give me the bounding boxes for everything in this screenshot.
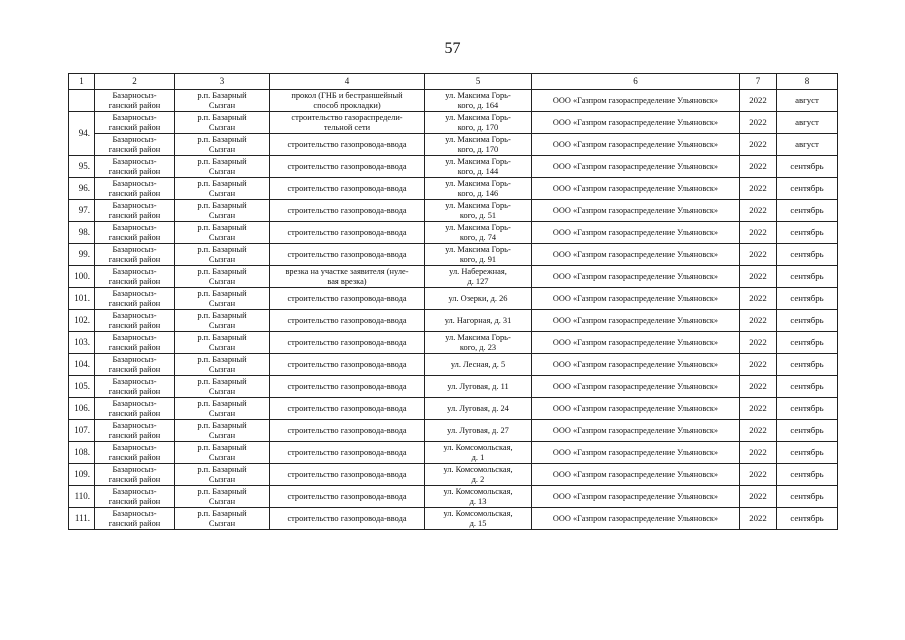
year-cell: 2022 xyxy=(740,178,777,200)
row-number-cell xyxy=(69,90,95,112)
row-number-cell: 109. xyxy=(69,464,95,486)
header-cell-8: 8 xyxy=(777,74,838,90)
table-row xyxy=(69,244,838,266)
organization-cell: ООО «Газпром газораспределение Ульяновск» xyxy=(532,398,740,420)
address-cell: ул. Комсомольская, д. 1 xyxy=(425,442,532,464)
row-number-cell: 95. xyxy=(69,156,95,178)
table-row xyxy=(69,464,838,486)
locality-cell: р.п. Базарный Сызган xyxy=(175,486,270,508)
locality-cell: р.п. Базарный Сызган xyxy=(175,508,270,530)
address-cell: ул. Луговая, д. 11 xyxy=(425,376,532,398)
district-cell: Базарносыз- ганский район xyxy=(95,398,175,420)
work-type-cell: прокол (ГНБ и бестраншейный способ прокладки) xyxy=(270,90,425,112)
locality-cell: р.п. Базарный Сызган xyxy=(175,310,270,332)
table-row xyxy=(69,508,838,530)
month-cell: сентябрь xyxy=(777,442,838,464)
organization-cell: ООО «Газпром газораспределение Ульяновск» xyxy=(532,486,740,508)
district-cell: Базарносыз- ганский район xyxy=(95,288,175,310)
table-row xyxy=(69,354,838,376)
year-cell: 2022 xyxy=(740,288,777,310)
year-cell: 2022 xyxy=(740,332,777,354)
year-cell: 2022 xyxy=(740,90,777,112)
table-row xyxy=(69,178,838,200)
organization-cell: ООО «Газпром газораспределение Ульяновск» xyxy=(532,200,740,222)
month-cell: сентябрь xyxy=(777,288,838,310)
district-cell: Базарносыз- ганский район xyxy=(95,420,175,442)
organization-cell: ООО «Газпром газораспределение Ульяновск» xyxy=(532,508,740,530)
district-cell: Базарносыз- ганский район xyxy=(95,486,175,508)
locality-cell: р.п. Базарный Сызган xyxy=(175,376,270,398)
locality-cell: р.п. Базарный Сызган xyxy=(175,332,270,354)
organization-cell: ООО «Газпром газораспределение Ульяновск» xyxy=(532,244,740,266)
work-type-cell: строительство газопровода-ввода xyxy=(270,486,425,508)
year-cell: 2022 xyxy=(740,156,777,178)
year-cell: 2022 xyxy=(740,310,777,332)
table-row xyxy=(69,112,838,134)
district-cell: Базарносыз- ганский район xyxy=(95,156,175,178)
year-cell: 2022 xyxy=(740,134,777,156)
row-number-cell: 98. xyxy=(69,222,95,244)
locality-cell: р.п. Базарный Сызган xyxy=(175,354,270,376)
row-number-cell: 102. xyxy=(69,310,95,332)
header-cell-3: 3 xyxy=(175,74,270,90)
year-cell: 2022 xyxy=(740,222,777,244)
district-cell: Базарносыз- ганский район xyxy=(95,178,175,200)
row-number-cell: 99. xyxy=(69,244,95,266)
table-row xyxy=(69,486,838,508)
district-cell: Базарносыз- ганский район xyxy=(95,222,175,244)
table-row xyxy=(69,90,838,112)
month-cell: сентябрь xyxy=(777,508,838,530)
locality-cell: р.п. Базарный Сызган xyxy=(175,112,270,134)
work-type-cell: строительство газопровода-ввода xyxy=(270,376,425,398)
row-number-cell: 103. xyxy=(69,332,95,354)
address-cell: ул. Максима Горь- кого, д. 170 xyxy=(425,134,532,156)
locality-cell: р.п. Базарный Сызган xyxy=(175,244,270,266)
year-cell: 2022 xyxy=(740,442,777,464)
header-cell-2: 2 xyxy=(95,74,175,90)
table-row xyxy=(69,332,838,354)
year-cell: 2022 xyxy=(740,398,777,420)
work-type-cell: строительство газопровода-ввода xyxy=(270,508,425,530)
row-number-cell: 111. xyxy=(69,508,95,530)
year-cell: 2022 xyxy=(740,376,777,398)
locality-cell: р.п. Базарный Сызган xyxy=(175,90,270,112)
organization-cell: ООО «Газпром газораспределение Ульяновск» xyxy=(532,222,740,244)
organization-cell: ООО «Газпром газораспределение Ульяновск» xyxy=(532,376,740,398)
district-cell: Базарносыз- ганский район xyxy=(95,442,175,464)
month-cell: сентябрь xyxy=(777,244,838,266)
address-cell: ул. Луговая, д. 24 xyxy=(425,398,532,420)
row-number-cell: 107. xyxy=(69,420,95,442)
year-cell: 2022 xyxy=(740,200,777,222)
organization-cell: ООО «Газпром газораспределение Ульяновск» xyxy=(532,354,740,376)
month-cell: сентябрь xyxy=(777,222,838,244)
year-cell: 2022 xyxy=(740,112,777,134)
organization-cell: ООО «Газпром газораспределение Ульяновск» xyxy=(532,332,740,354)
page-number: 57 xyxy=(444,40,461,57)
work-type-cell: строительство газопровода-ввода xyxy=(270,332,425,354)
year-cell: 2022 xyxy=(740,244,777,266)
table-row xyxy=(69,310,838,332)
organization-cell: ООО «Газпром газораспределение Ульяновск» xyxy=(532,464,740,486)
row-number-cell: 94. xyxy=(69,112,95,156)
month-cell: сентябрь xyxy=(777,200,838,222)
work-type-cell: строительство газопровода-ввода xyxy=(270,310,425,332)
locality-cell: р.п. Базарный Сызган xyxy=(175,134,270,156)
table-row xyxy=(69,442,838,464)
locality-cell: р.п. Базарный Сызган xyxy=(175,288,270,310)
organization-cell: ООО «Газпром газораспределение Ульяновск» xyxy=(532,442,740,464)
header-cell-7: 7 xyxy=(740,74,777,90)
address-cell: ул. Максима Горь- кого, д. 170 xyxy=(425,112,532,134)
district-cell: Базарносыз- ганский район xyxy=(95,354,175,376)
row-number-cell: 100. xyxy=(69,266,95,288)
locality-cell: р.п. Базарный Сызган xyxy=(175,156,270,178)
month-cell: сентябрь xyxy=(777,398,838,420)
organization-cell: ООО «Газпром газораспределение Ульяновск» xyxy=(532,112,740,134)
address-cell: ул. Луговая, д. 27 xyxy=(425,420,532,442)
address-cell: ул. Озерки, д. 26 xyxy=(425,288,532,310)
month-cell: сентябрь xyxy=(777,464,838,486)
organization-cell: ООО «Газпром газораспределение Ульяновск» xyxy=(532,288,740,310)
row-number-cell: 97. xyxy=(69,200,95,222)
work-type-cell: строительство газопровода-ввода xyxy=(270,178,425,200)
address-cell: ул. Максима Горь- кого, д. 146 xyxy=(425,178,532,200)
district-cell: Базарносыз- ганский район xyxy=(95,244,175,266)
month-cell: сентябрь xyxy=(777,266,838,288)
month-cell: сентябрь xyxy=(777,156,838,178)
work-type-cell: строительство газопровода-ввода xyxy=(270,244,425,266)
year-cell: 2022 xyxy=(740,420,777,442)
district-cell: Базарносыз- ганский район xyxy=(95,112,175,134)
row-number-cell: 110. xyxy=(69,486,95,508)
organization-cell: ООО «Газпром газораспределение Ульяновск» xyxy=(532,266,740,288)
row-number-cell: 96. xyxy=(69,178,95,200)
address-cell: ул. Комсомольская, д. 15 xyxy=(425,508,532,530)
month-cell: сентябрь xyxy=(777,178,838,200)
organization-cell: ООО «Газпром газораспределение Ульяновск» xyxy=(532,310,740,332)
locality-cell: р.п. Базарный Сызган xyxy=(175,420,270,442)
work-type-cell: строительство газопровода-ввода xyxy=(270,156,425,178)
work-type-cell: строительство газораспредели- тельной сети xyxy=(270,112,425,134)
month-cell: сентябрь xyxy=(777,420,838,442)
address-cell: ул. Максима Горь- кого, д. 51 xyxy=(425,200,532,222)
organization-cell: ООО «Газпром газораспределение Ульяновск» xyxy=(532,90,740,112)
locality-cell: р.п. Базарный Сызган xyxy=(175,442,270,464)
table-row xyxy=(69,134,838,156)
header-cell-5: 5 xyxy=(425,74,532,90)
table-row xyxy=(69,200,838,222)
district-cell: Базарносыз- ганский район xyxy=(95,310,175,332)
table-row xyxy=(69,222,838,244)
address-cell: ул. Максима Горь- кого, д. 74 xyxy=(425,222,532,244)
locality-cell: р.п. Базарный Сызган xyxy=(175,266,270,288)
row-number-cell: 105. xyxy=(69,376,95,398)
district-cell: Базарносыз- ганский район xyxy=(95,376,175,398)
month-cell: сентябрь xyxy=(777,486,838,508)
locality-cell: р.п. Базарный Сызган xyxy=(175,222,270,244)
row-number-cell: 106. xyxy=(69,398,95,420)
work-type-cell: строительство газопровода-ввода xyxy=(270,200,425,222)
locality-cell: р.п. Базарный Сызган xyxy=(175,178,270,200)
district-cell: Базарносыз- ганский район xyxy=(95,332,175,354)
organization-cell: ООО «Газпром газораспределение Ульяновск» xyxy=(532,178,740,200)
row-number-cell: 108. xyxy=(69,442,95,464)
table-row xyxy=(69,288,838,310)
schedule-table xyxy=(68,73,838,530)
table-row xyxy=(69,266,838,288)
district-cell: Базарносыз- ганский район xyxy=(95,90,175,112)
address-cell: ул. Максима Горь- кого, д. 23 xyxy=(425,332,532,354)
work-type-cell: строительство газопровода-ввода xyxy=(270,134,425,156)
row-number-cell: 104. xyxy=(69,354,95,376)
district-cell: Базарносыз- ганский район xyxy=(95,266,175,288)
work-type-cell: врезка на участке заявителя (нуле- вая врезка) xyxy=(270,266,425,288)
year-cell: 2022 xyxy=(740,508,777,530)
organization-cell: ООО «Газпром газораспределение Ульяновск» xyxy=(532,156,740,178)
address-cell: ул. Комсомольская, д. 2 xyxy=(425,464,532,486)
year-cell: 2022 xyxy=(740,354,777,376)
district-cell: Базарносыз- ганский район xyxy=(95,508,175,530)
address-cell: ул. Максима Горь- кого, д. 91 xyxy=(425,244,532,266)
header-cell-4: 4 xyxy=(270,74,425,90)
address-cell: ул. Набережная, д. 127 xyxy=(425,266,532,288)
work-type-cell: строительство газопровода-ввода xyxy=(270,420,425,442)
address-cell: ул. Максима Горь- кого, д. 144 xyxy=(425,156,532,178)
district-cell: Базарносыз- ганский район xyxy=(95,134,175,156)
year-cell: 2022 xyxy=(740,464,777,486)
month-cell: сентябрь xyxy=(777,354,838,376)
work-type-cell: строительство газопровода-ввода xyxy=(270,464,425,486)
locality-cell: р.п. Базарный Сызган xyxy=(175,200,270,222)
table-row xyxy=(69,398,838,420)
work-type-cell: строительство газопровода-ввода xyxy=(270,288,425,310)
month-cell: сентябрь xyxy=(777,332,838,354)
district-cell: Базарносыз- ганский район xyxy=(95,200,175,222)
table-row xyxy=(69,420,838,442)
work-type-cell: строительство газопровода-ввода xyxy=(270,442,425,464)
month-cell: сентябрь xyxy=(777,376,838,398)
header-cell-1: 1 xyxy=(69,74,95,90)
address-cell: ул. Максима Горь- кого, д. 164 xyxy=(425,90,532,112)
header-row xyxy=(69,74,838,90)
address-cell: ул. Лесная, д. 5 xyxy=(425,354,532,376)
year-cell: 2022 xyxy=(740,486,777,508)
address-cell: ул. Нагорная, д. 31 xyxy=(425,310,532,332)
locality-cell: р.п. Базарный Сызган xyxy=(175,398,270,420)
month-cell: август xyxy=(777,90,838,112)
work-type-cell: строительство газопровода-ввода xyxy=(270,222,425,244)
row-number-cell: 101. xyxy=(69,288,95,310)
organization-cell: ООО «Газпром газораспределение Ульяновск» xyxy=(532,420,740,442)
month-cell: сентябрь xyxy=(777,310,838,332)
month-cell: август xyxy=(777,112,838,134)
table-row xyxy=(69,156,838,178)
table-body xyxy=(69,74,838,530)
organization-cell: ООО «Газпром газораспределение Ульяновск» xyxy=(532,134,740,156)
district-cell: Базарносыз- ганский район xyxy=(95,464,175,486)
year-cell: 2022 xyxy=(740,266,777,288)
table-row xyxy=(69,376,838,398)
address-cell: ул. Комсомольская, д. 13 xyxy=(425,486,532,508)
locality-cell: р.п. Базарный Сызган xyxy=(175,464,270,486)
header-cell-6: 6 xyxy=(532,74,740,90)
month-cell: август xyxy=(777,134,838,156)
work-type-cell: строительство газопровода-ввода xyxy=(270,354,425,376)
work-type-cell: строительство газопровода-ввода xyxy=(270,398,425,420)
